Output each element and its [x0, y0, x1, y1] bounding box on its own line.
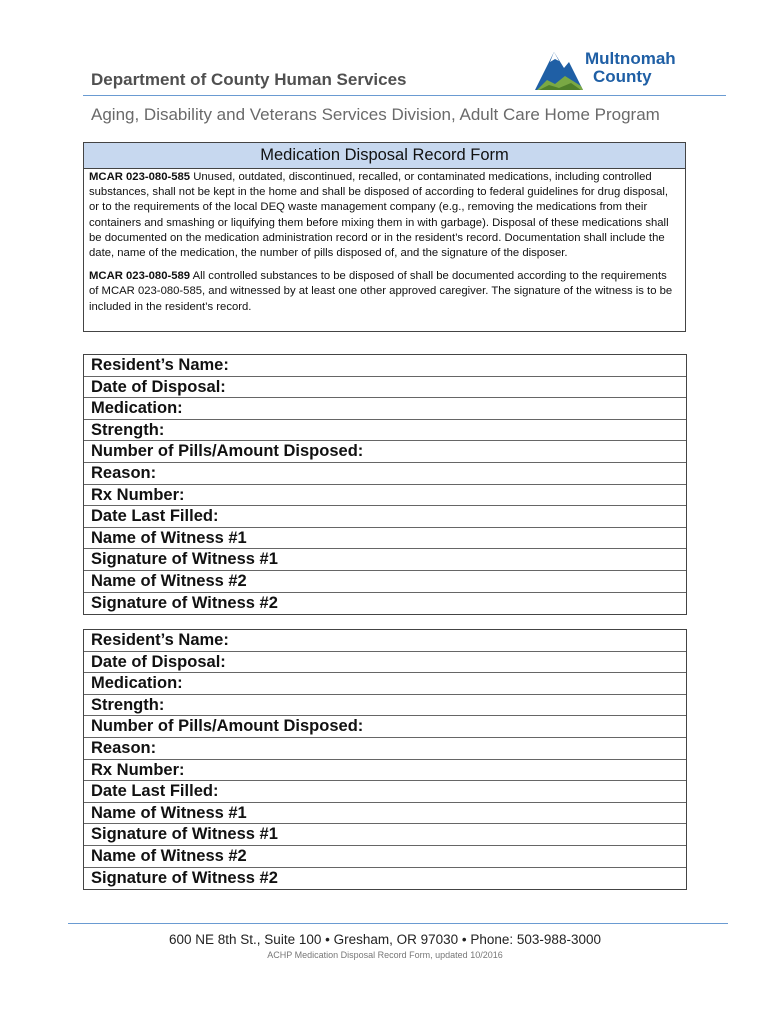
field-date-of-disposal[interactable]: Date of Disposal: — [84, 377, 686, 399]
regulation-info-box — [83, 142, 686, 332]
rule-body: Unused, outdated, discontinued, recalled, or contaminated medications, including controlled substances, shall not be kept in the home and shall be disposed of according to federal guidelines for drug disposal, or to the requirements of the local DEQ waste management company (e.g., removing the medications from their containers and smashing or liquifying them before mixing them in with garbage). Disposal of these medications shall be documented on the medication administration record or in the resident’s record. Documentation shall include the date, name of the medication, the number of pills disposed of, and the signature of the disposer. — [89, 171, 669, 260]
logo-wordmark — [585, 50, 676, 86]
logo-line2: County — [593, 67, 652, 86]
multnomah-county-logo — [533, 44, 703, 96]
field-witness1-signature[interactable]: Signature of Witness #1 — [84, 824, 686, 846]
department-title: Department of County Human Services — [91, 70, 407, 89]
rule-paragraph — [84, 269, 685, 315]
disposal-record-2 — [83, 629, 687, 890]
field-residents-name[interactable]: Resident’s Name: — [84, 630, 686, 652]
field-amount-disposed[interactable]: Number of Pills/Amount Disposed: — [84, 716, 686, 738]
field-medication[interactable]: Medication: — [84, 398, 686, 420]
field-reason[interactable]: Reason: — [84, 463, 686, 485]
field-witness2-signature[interactable]: Signature of Witness #2 — [91, 593, 278, 612]
field-witness1-signature[interactable]: Signature of Witness #1 — [84, 549, 686, 571]
footer-note: ACHP Medication Disposal Record Form, updated 10/2016 — [267, 950, 503, 960]
footer-address: 600 NE 8th St., Suite 100 • Gresham, OR 97030 • Phone: 503-988-3000 — [169, 932, 601, 947]
field-amount-disposed[interactable]: Number of Pills/Amount Disposed: — [84, 441, 686, 463]
header-divider — [83, 95, 726, 96]
field-witness2-signature[interactable]: Signature of Witness #2 — [91, 868, 278, 887]
rule-paragraph — [84, 170, 685, 261]
field-witness2-name[interactable]: Name of Witness #2 — [84, 846, 686, 868]
division-subtitle: Aging, Disability and Veterans Services Division, Adult Care Home Program — [91, 105, 660, 124]
rule-body: All controlled substances to be disposed of shall be documented according to the requirements of MCAR 023-080-585, and witnessed by at least one other approved caregiver. The signature of the witness is to be included in the resident’s record. — [89, 270, 673, 313]
field-strength[interactable]: Strength: — [84, 420, 686, 442]
field-rx-number[interactable]: Rx Number: — [84, 760, 686, 782]
field-date-last-filled[interactable]: Date Last Filled: — [84, 506, 686, 528]
mountain-logo-icon — [533, 46, 585, 94]
field-rx-number[interactable]: Rx Number: — [84, 485, 686, 507]
field-medication[interactable]: Medication: — [84, 673, 686, 695]
field-witness1-name[interactable]: Name of Witness #1 — [84, 803, 686, 825]
field-residents-name[interactable]: Resident’s Name: — [84, 355, 686, 377]
rule-code: MCAR 023-080-589 — [89, 270, 191, 283]
field-witness2-name[interactable]: Name of Witness #2 — [84, 571, 686, 593]
field-strength[interactable]: Strength: — [84, 695, 686, 717]
rule-code: MCAR 023-080-585 — [89, 171, 191, 183]
footer-divider — [68, 923, 728, 924]
logo-line1: Multnomah — [585, 49, 676, 68]
form-title: Medication Disposal Record Form — [84, 143, 685, 169]
field-date-last-filled[interactable]: Date Last Filled: — [84, 781, 686, 803]
field-reason[interactable]: Reason: — [84, 738, 686, 760]
disposal-record-1 — [83, 354, 687, 615]
field-date-of-disposal[interactable]: Date of Disposal: — [84, 652, 686, 674]
field-witness1-name[interactable]: Name of Witness #1 — [84, 528, 686, 550]
